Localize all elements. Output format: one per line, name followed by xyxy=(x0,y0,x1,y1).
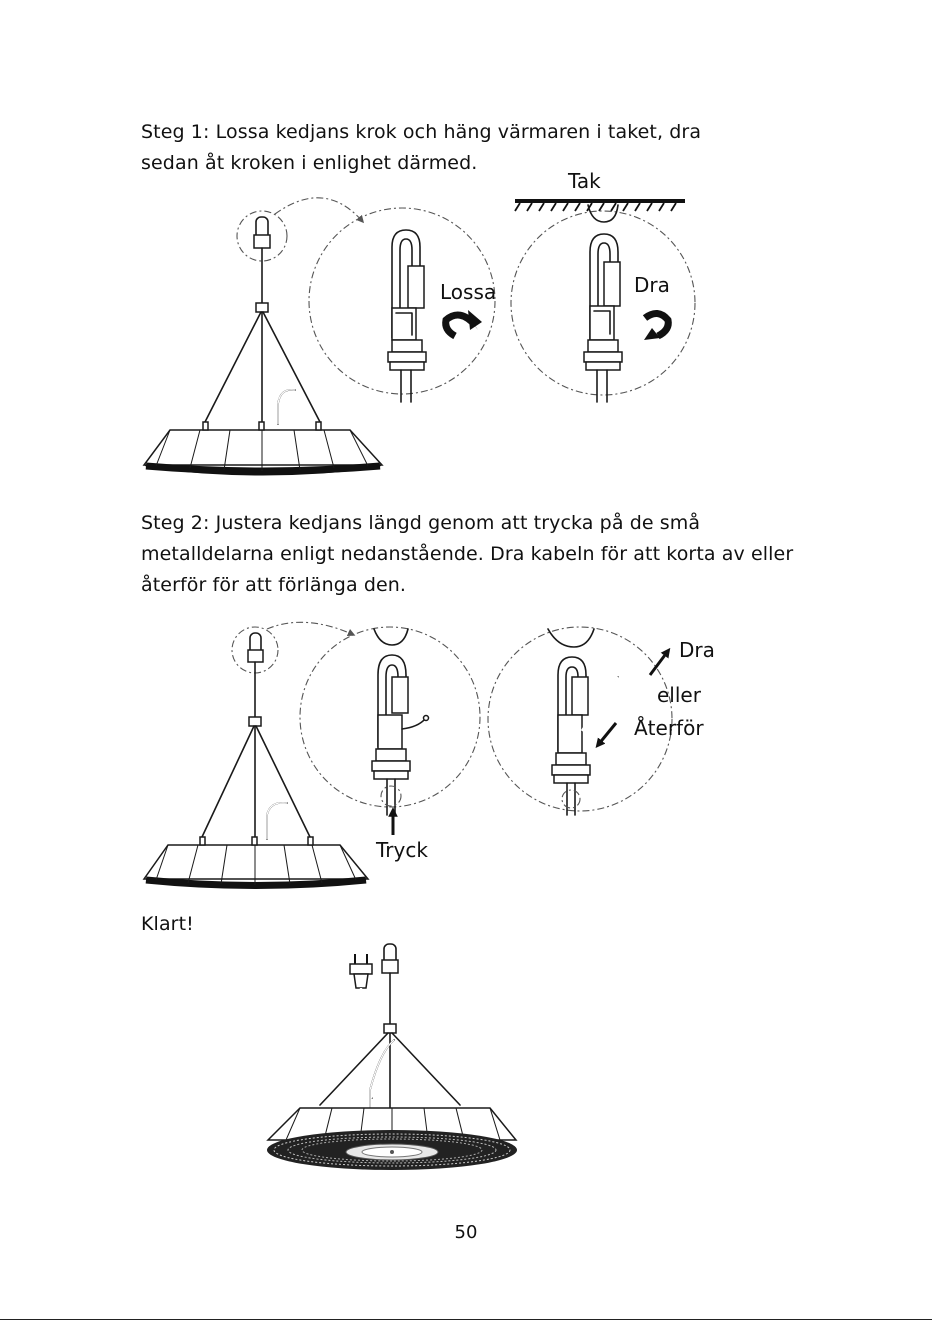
bottom-rule xyxy=(0,1319,932,1320)
figure-step2 xyxy=(130,615,730,895)
power-plug xyxy=(350,954,372,1098)
figure-step1 xyxy=(130,190,730,490)
heater-hook-small-2 xyxy=(248,633,263,719)
loosen-label: Lossa xyxy=(440,280,497,304)
hook-loosen xyxy=(388,230,426,402)
rotate-arrow-loosen xyxy=(446,310,482,336)
pull-label: Dra xyxy=(679,638,715,662)
ceiling-bar xyxy=(515,201,685,211)
hook-press xyxy=(372,629,429,815)
heater-body-3 xyxy=(267,1108,517,1170)
hook-top xyxy=(382,944,398,1028)
step2-instruction: Steg 2: Justera kedjans längd genom att trycka på de små metalldelarna enligt nedanstående. Dra kabeln för att korta av eller återför för att förlänga den. xyxy=(141,512,794,596)
or-label: eller xyxy=(657,683,701,707)
page-number: 50 xyxy=(454,1222,478,1243)
zoom-arrow xyxy=(275,198,363,222)
return-arrow xyxy=(598,723,616,745)
heater-hook-small xyxy=(254,217,270,310)
return-label: Återför xyxy=(634,716,704,740)
hook-pull xyxy=(548,629,618,815)
ceiling-label: Tak xyxy=(568,169,601,193)
figure-finished xyxy=(260,940,530,1180)
heater-suspension xyxy=(205,303,320,424)
heater-suspension-2 xyxy=(202,717,310,839)
done-text: Klart! xyxy=(141,913,194,935)
press-label: Tryck xyxy=(376,838,428,862)
zoom-arrow-2 xyxy=(267,622,354,635)
hook-tighten xyxy=(584,205,622,402)
step1-instruction: Steg 1: Lossa kedjans krok och häng värmaren i taket, dra sedan åt kroken i enlighet därmed. xyxy=(141,121,702,174)
tighten-label: Dra xyxy=(634,273,670,297)
rotate-arrow-tighten xyxy=(644,313,668,340)
heater-body xyxy=(144,422,382,476)
heater-body-2 xyxy=(144,837,368,886)
